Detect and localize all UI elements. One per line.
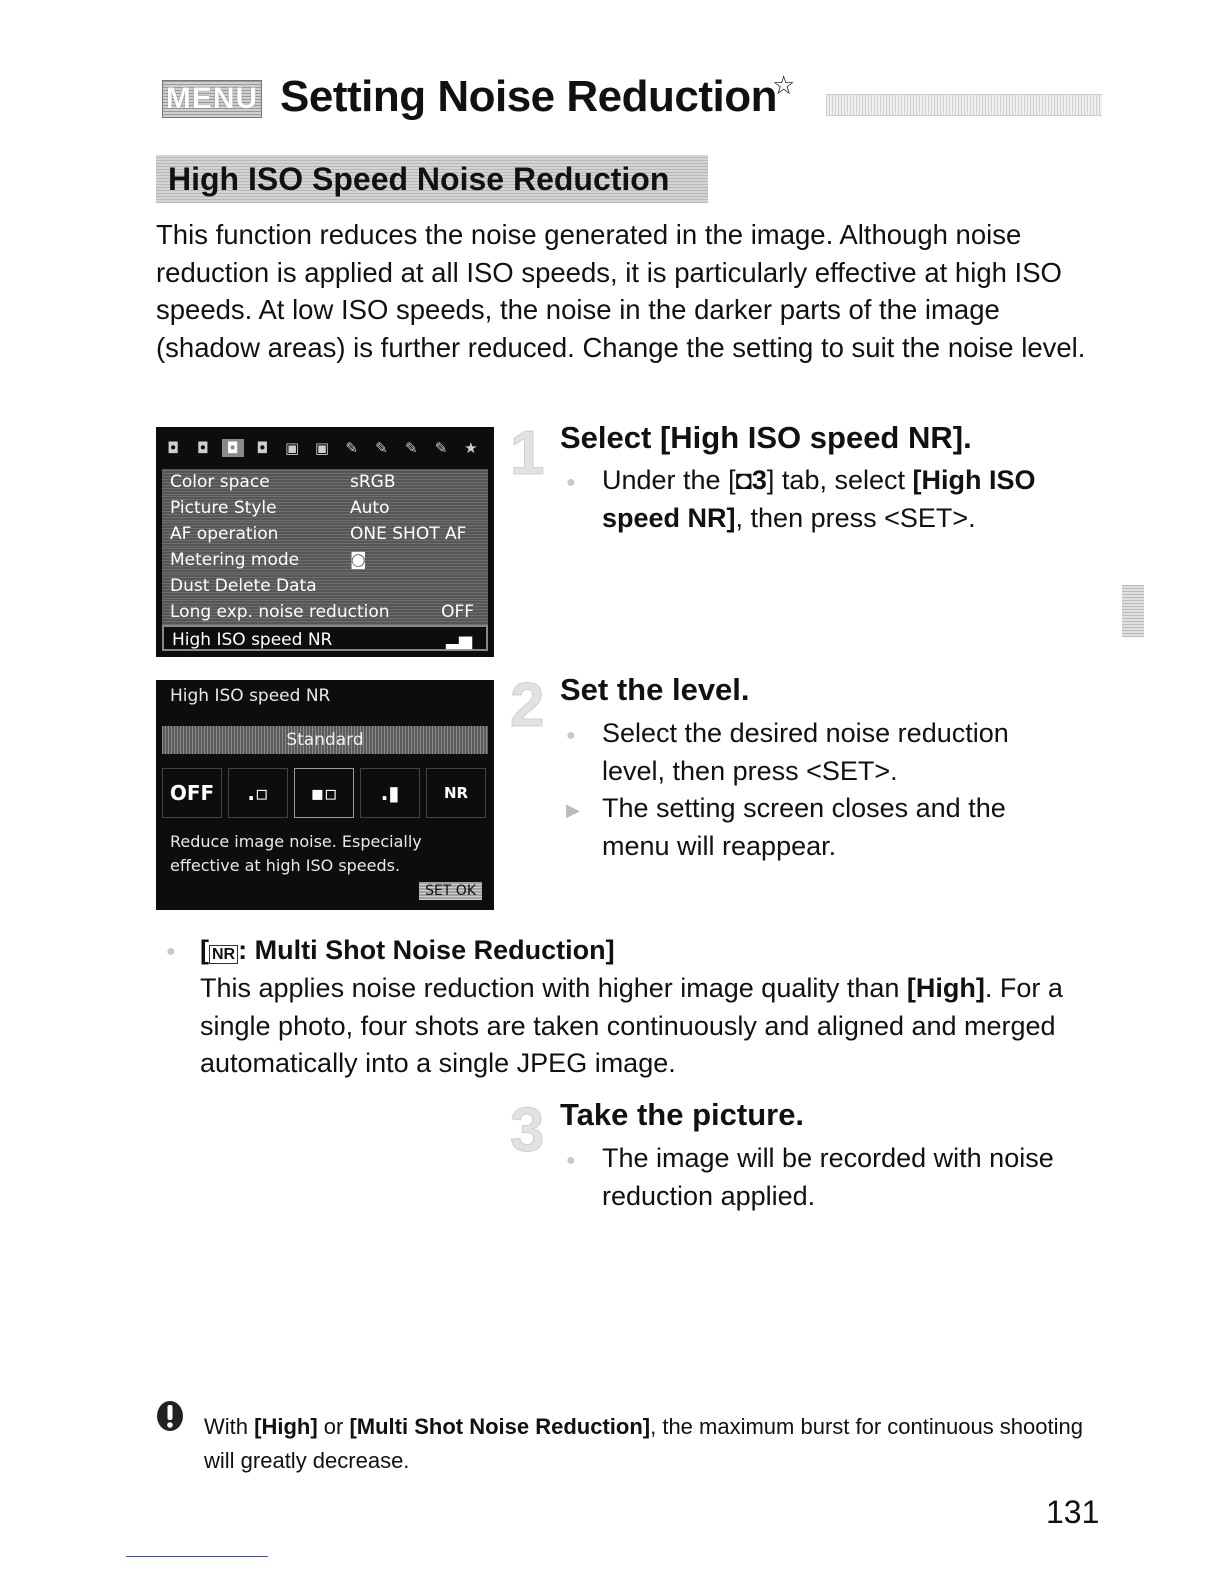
menu-badge: MENU: [162, 80, 262, 118]
multishot-nr-icon: NR: [209, 945, 238, 964]
footer-line: [126, 1556, 268, 1557]
setup-tab-icon: ✎: [345, 439, 358, 457]
menu-item-dust-delete-data[interactable]: Dust Delete Data: [162, 573, 488, 599]
step-number-2: 2: [510, 671, 545, 740]
nr-setting-screen: [156, 680, 494, 910]
side-index-tab: [1122, 585, 1144, 637]
step-1-title: Select [High ISO speed NR].: [560, 420, 972, 455]
result-arrow-icon: ▶: [566, 800, 580, 820]
mymenu-tab-icon: ★: [464, 439, 478, 457]
multi-shot-text: This applies noise reduction with higher image quality than [High]. For a single photo, four shots are taken continuously and aligned and merged automatically into a single JPEG image.: [200, 973, 1063, 1078]
title-decoration-bar: [826, 94, 1102, 116]
caution-note: With [High] or [Multi Shot Noise Reduction], the maximum burst for continuous shooting will greatly decrease.: [204, 1414, 1083, 1473]
camera-tab-icon: ◘: [256, 439, 269, 457]
step-2-text-2: The setting screen closes and the menu will reappear.: [602, 793, 1006, 861]
section-heading: High ISO Speed Noise Reduction: [156, 155, 708, 203]
nr-option-standard-icon[interactable]: ▪▫: [294, 768, 354, 818]
camera-tab-icon-active: ◘: [222, 439, 244, 457]
setup-tab-icon: ✎: [404, 439, 418, 457]
playback-tab-icon: ▣: [285, 439, 300, 457]
camera-tab-icon: ◘: [167, 439, 179, 457]
nr-selected-level: Standard: [162, 726, 488, 754]
menu-item-picture-style[interactable]: Picture Style Auto: [162, 495, 488, 521]
nr-level-options: [162, 768, 488, 818]
bullet-icon: ●: [566, 727, 576, 744]
step-number-3: 3: [510, 1096, 545, 1165]
camera-tab-icon: ◘: [735, 465, 752, 495]
nr-option-multishot-icon[interactable]: NR: [426, 768, 486, 818]
camera-tab-icon: ◘: [196, 439, 209, 457]
camera-tab-bar: [162, 439, 488, 465]
step-1-text: Under the [◘3] tab, select [High ISO speed NR], then press <SET>.: [602, 465, 1036, 533]
setup-tab-icon: ✎: [434, 439, 448, 457]
page-number: 131: [1046, 1494, 1100, 1530]
bullet-icon: ●: [566, 474, 576, 491]
step-3-text: The image will be recorded with noise reduction applied.: [602, 1143, 1054, 1211]
step-2-text-1: Select the desired noise reduction level, then press <SET>.: [602, 718, 1009, 786]
caution-icon: [156, 1399, 184, 1435]
star-icon: ☆: [772, 70, 796, 100]
set-ok-button[interactable]: SET OK: [419, 882, 482, 900]
camera-menu-list: [162, 469, 488, 651]
setup-tab-icon: ✎: [375, 439, 388, 457]
step-number-1: 1: [510, 419, 545, 488]
camera-menu-screen: [156, 427, 494, 657]
menu-item-long-exp-nr[interactable]: Long exp. noise reduction OFF: [162, 599, 488, 625]
step-2-title: Set the level.: [560, 672, 750, 707]
nr-option-off[interactable]: OFF: [162, 768, 222, 818]
intro-paragraph: This function reduces the noise generated in the image. Although noise reduction is applied at all ISO speeds, it is particularly effective at high ISO speeds. At low ISO speeds, the noise in the darker parts of the image (shadow areas) is further reduced. Change the setting to suit the noise level.: [156, 219, 1086, 363]
menu-item-metering-mode[interactable]: Metering mode ◙: [162, 547, 488, 573]
menu-item-af-operation[interactable]: AF operation ONE SHOT AF: [162, 521, 488, 547]
menu-item-color-space[interactable]: Color space sRGB: [162, 469, 488, 495]
multi-shot-title: [ NR : Multi Shot Noise Reduction]: [200, 935, 615, 965]
step-3-title: Take the picture.: [560, 1097, 805, 1132]
nr-option-low-icon[interactable]: .▫: [228, 768, 288, 818]
nr-screen-title: High ISO speed NR: [170, 686, 331, 706]
nr-description: Reduce image noise. Especially effective at high ISO speeds.: [170, 832, 422, 875]
page-title: Setting Noise Reduction: [280, 72, 777, 121]
menu-item-high-iso-nr[interactable]: High ISO speed NR ▂▅: [162, 625, 488, 651]
nr-option-high-icon[interactable]: .▮: [360, 768, 420, 818]
playback-tab-icon: ▣: [314, 439, 329, 457]
bullet-icon: ●: [566, 1152, 576, 1169]
bullet-icon: ●: [166, 943, 176, 960]
